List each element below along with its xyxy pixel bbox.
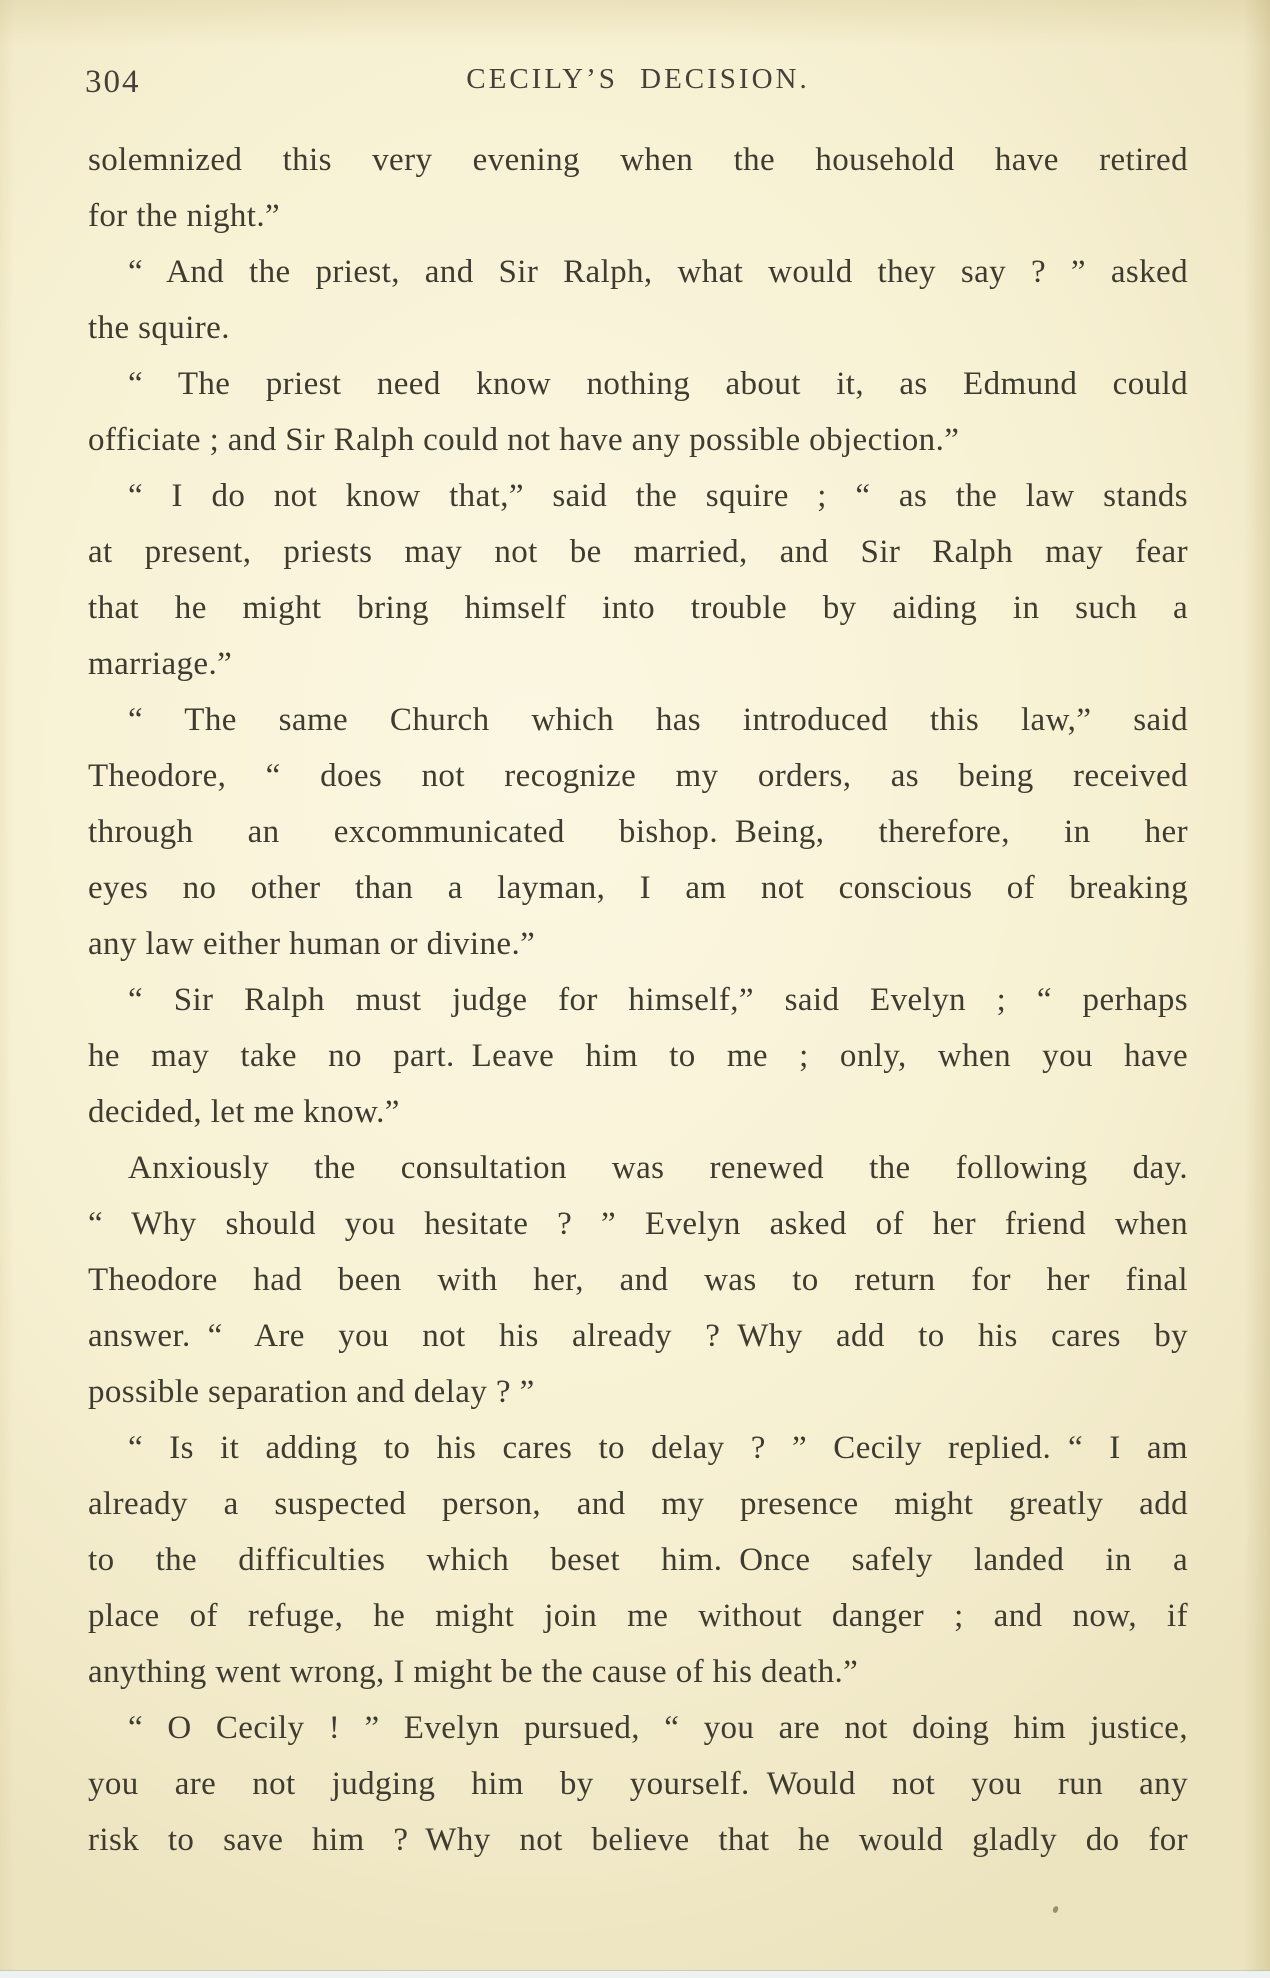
text-line: decided, let me know.” (88, 1094, 400, 1130)
text-line: he may take no part. Leave him to me ; only, when you have (88, 1038, 1188, 1074)
text-line: eyes no other than a layman, I am not conscious of breaking (88, 870, 1188, 906)
text-line: “ And the priest, and Sir Ralph, what would they say ? ” asked (128, 254, 1188, 290)
text-line: you are not judging him by yourself. Would not you run any (88, 1766, 1188, 1802)
text-line: “ Why should you hesitate ? ” Evelyn asked of her friend when (88, 1206, 1188, 1242)
text-line: “ I do not know that,” said the squire ; “ as the law stands (128, 478, 1188, 514)
scan-shadow-top (0, 0, 1270, 46)
text-line: possible separation and delay ? ” (88, 1374, 535, 1410)
text-line: that he might bring himself into trouble by aiding in such a (88, 590, 1188, 626)
text-line: “ Is it adding to his cares to delay ? ” Cecily replied. “ I am (128, 1430, 1188, 1466)
text-line: Theodore had been with her, and was to return for her final (88, 1262, 1188, 1298)
text-line: Anxiously the consultation was renewed the following day. (128, 1150, 1188, 1186)
text-line: “ Sir Ralph must judge for himself,” said Evelyn ; “ perhaps (128, 982, 1188, 1018)
text-line: “ O Cecily ! ” Evelyn pursued, “ you are not doing him justice, (128, 1710, 1188, 1746)
page-number: 304 (85, 64, 141, 100)
scan-shadow-right (1244, 0, 1270, 1978)
text-line: to the difficulties which beset him. Once safely landed in a (88, 1542, 1188, 1578)
text-line: risk to save him ? Why not believe that he would gladly do for (88, 1822, 1188, 1858)
text-line: any law either human or divine.” (88, 926, 536, 962)
text-line: “ The priest need know nothing about it, as Edmund could (128, 366, 1188, 402)
text-line: officiate ; and Sir Ralph could not have any possible objection.” (88, 422, 960, 458)
text-line: already a suspected person, and my presence might greatly add (88, 1486, 1188, 1522)
text-line: the squire. (88, 310, 230, 346)
text-line: through an excommunicated bishop. Being, therefore, in her (88, 814, 1188, 850)
page-body-text (88, 132, 1188, 1868)
scanner-edge-strip (0, 1971, 1270, 1978)
running-header-title: CECILY’S DECISION. (466, 63, 810, 95)
text-line: solemnized this very evening when the household have retired (88, 142, 1188, 178)
paper-speck (1052, 1905, 1059, 1913)
text-line: at present, priests may not be married, and Sir Ralph may fear (88, 534, 1188, 570)
text-line: Theodore, “ does not recognize my orders, as being received (88, 758, 1188, 794)
text-line: answer. “ Are you not his already ? Why add to his cares by (88, 1318, 1188, 1354)
scan-shadow-left (0, 0, 14, 1978)
text-line: place of refuge, he might join me without danger ; and now, if (88, 1598, 1188, 1634)
text-line: for the night.” (88, 198, 281, 234)
text-line: anything went wrong, I might be the cause of his death.” (88, 1654, 859, 1690)
text-line: marriage.” (88, 646, 233, 682)
text-line: “ The same Church which has introduced this law,” said (128, 702, 1188, 738)
